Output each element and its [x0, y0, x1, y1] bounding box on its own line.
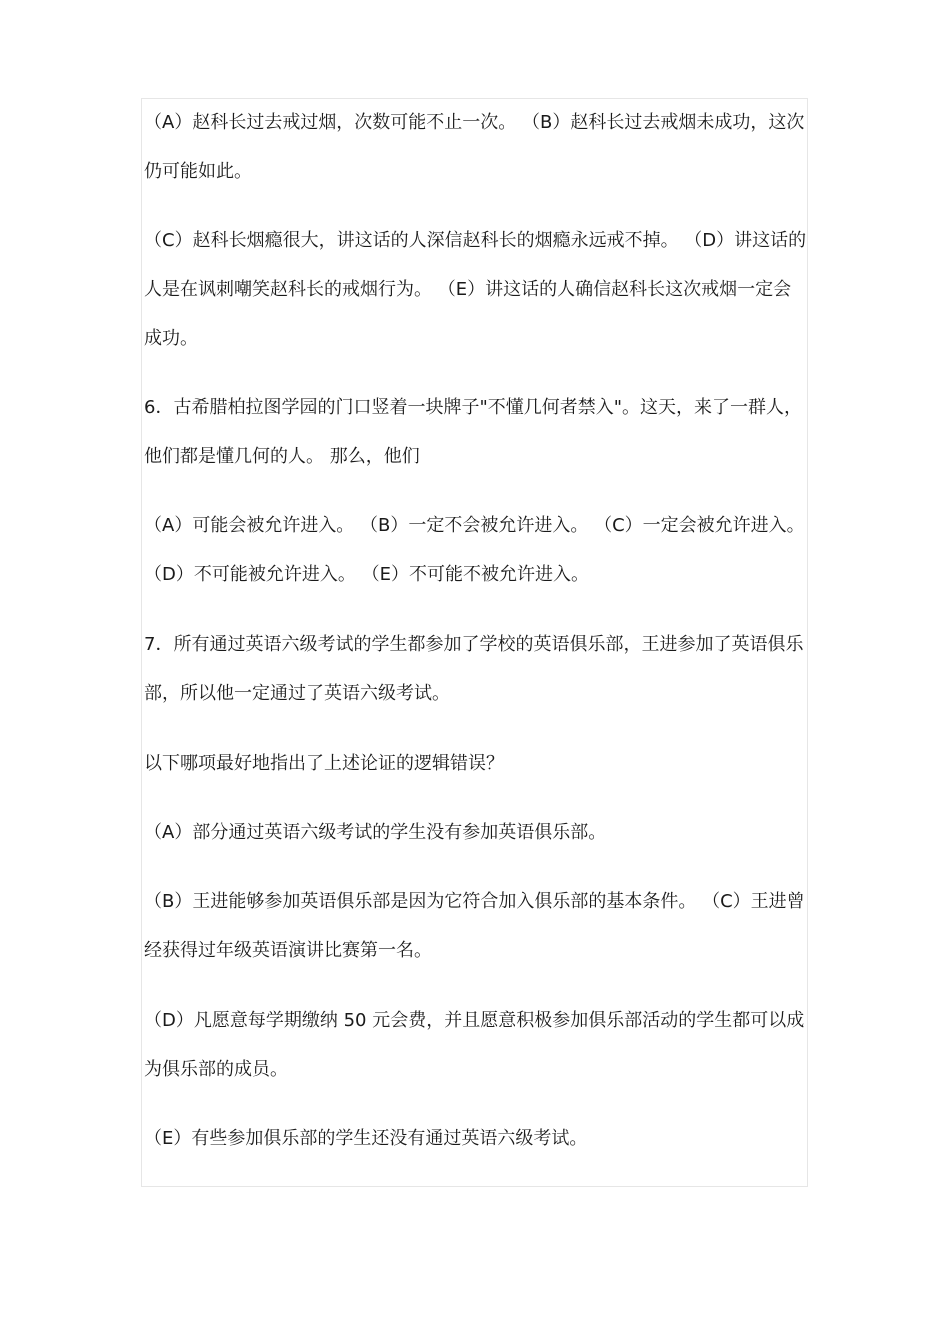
paragraph-q7-option-e: （E）有些参加俱乐部的学生还没有通过英语六级考试。: [144, 1128, 588, 1149]
paragraph-q7-option-a: （A）部分通过英语六级考试的学生没有参加英语俱乐部。: [144, 822, 607, 843]
paragraph-q7-options-b-c: （B）王进能够参加英语俱乐部是因为它符合加入俱乐部的基本条件。 （C）王进曾经获得过年级英语演讲比赛第一名。: [144, 891, 805, 961]
paragraph-q5-options-a-b: （A）赵科长过去戒过烟，次数可能不止一次。 （B）赵科长过去戒烟未成功，这次仍可能如此。: [144, 112, 805, 182]
paragraph-q7-option-d: （D）凡愿意每学期缴纳 50 元会费，并且愿意积极参加俱乐部活动的学生都可以成为俱乐部的成员。: [144, 1010, 805, 1080]
paragraph-q7-stem: 7．所有通过英语六级考试的学生都参加了学校的英语俱乐部，王进参加了英语俱乐部，所以他一定通过了英语六级考试。: [144, 634, 804, 704]
paragraph-q7-question: 以下哪项最好地指出了上述论证的逻辑错误？: [144, 753, 504, 774]
paragraph-q6-stem: 6．古希腊柏拉图学园的门口竖着一块牌子"不懂几何者禁入"。这天，来了一群人，他们都是懂几何的人。 那么，他们: [144, 397, 803, 467]
paragraph-q5-options-c-e: （C）赵科长烟瘾很大，讲这话的人深信赵科长的烟瘾永远戒不掉。 （D）讲这话的人是在讽刺嘲笑赵科长的戒烟行为。 （E）讲这话的人确信赵科长这次戒烟一定会成功。: [144, 230, 807, 349]
paragraph-q6-options: （A）可能会被允许进入。 （B）一定不会被允许进入。 （C）一定会被允许进入。 （D）不可能被允许进入。 （E）不可能不被允许进入。: [144, 515, 805, 585]
